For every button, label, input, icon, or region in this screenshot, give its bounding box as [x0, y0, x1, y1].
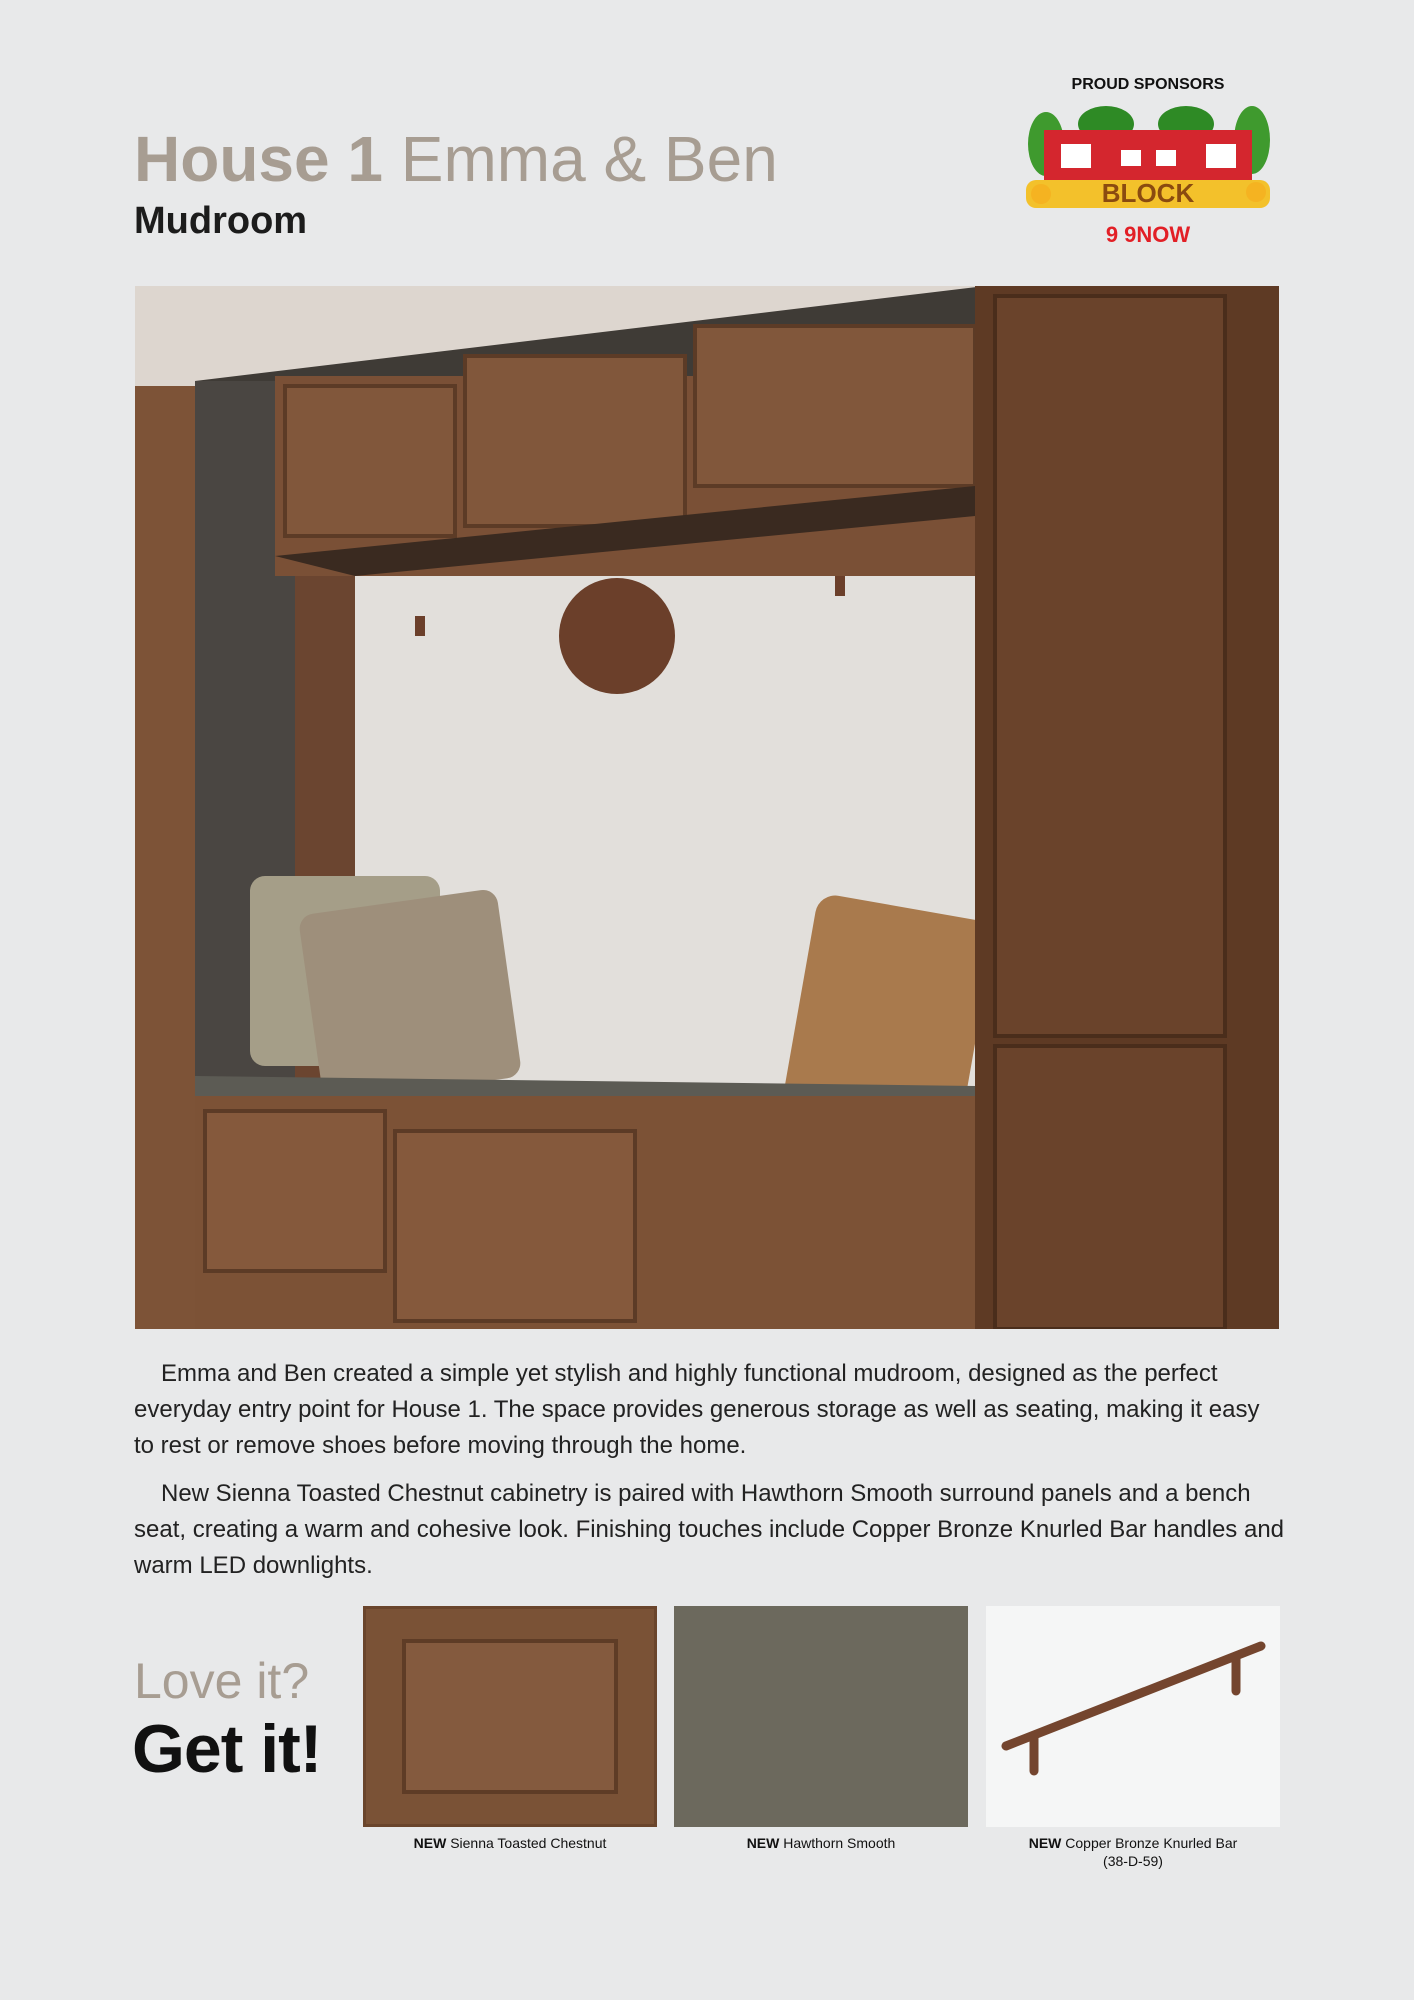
product-code: (38-D-59)	[1103, 1853, 1163, 1869]
door-panel-inset	[402, 1639, 618, 1794]
product-name: Hawthorn Smooth	[783, 1835, 896, 1851]
description-paragraph-2	[134, 1476, 1284, 1584]
svg-text:BLOCK: BLOCK	[1101, 178, 1195, 208]
bar-handle-icon	[986, 1606, 1280, 1827]
new-badge: NEW	[746, 1835, 780, 1851]
product-label-1	[363, 1834, 657, 1852]
swatch-hawthorn-smooth	[674, 1606, 968, 1827]
the-block-logo-icon	[1016, 94, 1280, 224]
page-title	[134, 122, 778, 196]
sponsor-logo	[1016, 76, 1280, 252]
swatch-copper-bronze-handle	[986, 1606, 1280, 1827]
new-badge: NEW	[413, 1835, 447, 1851]
love-it-heading: Love it?	[134, 1653, 310, 1709]
new-badge: NEW	[1028, 1835, 1062, 1851]
get-it-heading: Get it!	[132, 1711, 322, 1787]
network-logo: 9 9NOW	[1105, 222, 1191, 247]
house-number: House 1	[134, 123, 383, 195]
room-title: Mudroom	[134, 200, 308, 242]
description-paragraph-1	[134, 1356, 1284, 1464]
product-name: Copper Bronze Knurled Bar	[1065, 1835, 1238, 1851]
swatch-sienna-toasted-chestnut	[363, 1606, 657, 1827]
product-name: Sienna Toasted Chestnut	[450, 1835, 607, 1851]
paragraph-text: New Sienna Toasted Chestnut cabinetry is paired with Hawthorn Smooth surround panels and a bench seat, creating a warm and cohesive look. Finishing touches include Copper Bronze Knurled Bar handles and warm LED downlights.	[134, 1480, 1285, 1579]
product-label-3	[986, 1834, 1280, 1870]
mudroom-photo	[135, 286, 1279, 1329]
product-label-2	[674, 1834, 968, 1852]
paragraph-text: Emma and Ben created a simple yet stylish and highly functional mudroom, designed as the perfect everyday entry point for House 1. The space provides generous storage as well as seating, making it easy to rest or remove shoes before moving through the home.	[134, 1360, 1260, 1459]
sponsor-label: PROUD SPONSORS	[1071, 76, 1225, 93]
owner-names: Emma & Ben	[400, 123, 778, 195]
mudroom-image-icon	[135, 286, 1279, 1329]
